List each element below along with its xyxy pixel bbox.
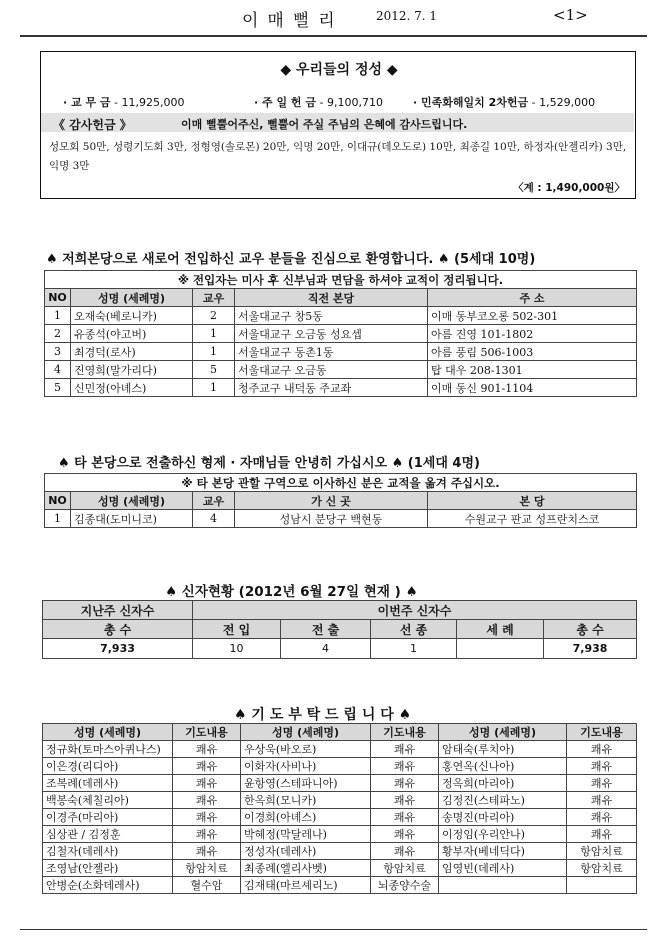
table-row: 김철자(데레사) 쾌유 정성자(데레사) 쾌유 황부자(베네딕다) 항암치료 [43,843,637,860]
thanks-total: 〈계 : 1,490,000원〉 [513,182,625,194]
newcomers-table [44,270,637,397]
col-prev-parish: 직전 본당 [235,289,428,307]
col-name: 성명 (세례명) [71,289,193,307]
header-divider [20,35,647,37]
col-name: 성명 (세례명) [71,492,193,510]
table-row: 이은경(리디아) 쾌유 이화자(사비나) 쾌유 홍연옥(신나아) 쾌유 [43,758,637,775]
table-row: 백봉숙(체칠리아) 쾌유 한옥희(모니카) 쾌유 김정진(스테파노) 쾌유 [43,792,637,809]
col-no: NO [45,289,71,307]
col-prev-total: 총 수 [43,620,193,639]
bulletin-date: 2012. 7. 1 [376,9,438,23]
prev-week-header: 지난주 신자수 [43,601,193,620]
deceased-value: 1 [371,639,457,659]
prev-total-value: 7,933 [43,639,193,659]
table-header [45,289,637,307]
transfer-in-value: 10 [193,639,281,659]
col-members: 교우 [193,289,235,307]
prayers-table [42,723,637,894]
col-destination: 가 신 곳 [235,492,428,510]
census-title: ♠ 신자현황 (2012년 6월 27일 현재 ) ♠ [165,584,418,600]
table-row: 2 유종석(야고버) 1 서울대교구 오금동 성요셉 아름 진영 101-1802 [45,325,637,343]
bulletin-title: 이매뻘리 [242,11,344,31]
col-curr-total: 총 수 [544,620,637,639]
table-row: 조복례(데레사) 쾌유 윤항영(스테파니아) 쾌유 정옥희(마리아) 쾌유 [43,775,637,792]
fund-education: · 교 무 금 - 11,925,000 [63,96,185,109]
col-no: NO [45,492,71,510]
thanks-message: 이매 뻘뿔어주신, 뻘뿔어 주실 주님의 은혜에 감사드립니다. [181,118,468,131]
table-row: 1 김종대(도미니코) 4 성남시 분당구 백현동 수원교구 판교 성프란치스코 [45,510,637,528]
curr-total-value: 7,938 [544,639,637,659]
col-address: 주 소 [428,289,637,307]
fund-reconciliation: · 민족화해일치 2차헌금 - 1,529,000 [413,96,596,109]
table-row: 4 진영희(말가리다) 5 서울대교구 오금동 탑 대우 208-1301 [45,361,637,379]
curr-week-header: 이번주 신자수 [193,601,637,620]
departures-title: ♠ 타 본당으로 전출하신 형제 · 자매님들 안녕히 가십시오 ♠ (1세대 4명) [58,456,480,471]
col-baptism: 세 례 [457,620,544,639]
footer-divider [20,929,647,930]
table-header [45,492,637,510]
table-row: 1 오재숙(베로니카) 2 서울대교구 창5동 이매 동부코오롱 502-301 [45,307,637,325]
fund-sunday: · 주 일 헌 금 - 9,100,710 [254,96,383,109]
col-transfer-out: 전 출 [281,620,371,639]
departures-note: ※ 타 본당 관할 구역으로 이사하신 분은 교적을 옮겨 주십시오. [45,474,637,492]
table-row: 5 신민정(아녜스) 1 청주교구 내덕동 주교좌 이매 동신 901-1104 [45,379,637,397]
col-deceased: 선 종 [371,620,457,639]
thanks-title: 《 감사헌금 》 [53,118,132,132]
table-row: 심상관 / 김정훈 쾌유 박혜정(막달레나) 쾌유 이정임(우리안나) 쾌유 [43,826,637,843]
newcomers-title: ♠ 저희본당으로 새로어 전입하신 교우 분들을 진심으로 환영합니다. ♠ (5세대 10명) [46,252,536,267]
table-header: 성명 (세례명) 기도내용 성명 (세례명) 기도내용 성명 (세례명) 기도내용 [43,724,637,741]
table-row [43,639,637,659]
table-row: 조영남(안젤라) 항암치료 최종례(엘리사벳) 항암치료 임영빈(데레사) 항암치료 [43,860,637,877]
table-row: 정규화(토마스아퀴나스) 쾌유 우상욱(바오로) 쾌유 암태숙(루치아) 쾌유 [43,741,637,758]
thanks-donors: 성모회 50만, 성령기도회 3만, 정형영(솔로몬) 20만, 익명 20만, 이대규(데오도로) 10만, 최종길 10만, 하정자(안젤리카) 3만, 익명 3만 [49,141,627,172]
offering-title: ◆ 우리들의 정성 ◆ [280,62,398,78]
page-number: <1> [553,6,588,24]
table-row: 이경주(마리아) 쾌유 이경희(아녜스) 쾌유 송명진(마리아) 쾌유 [43,809,637,826]
baptism-value [457,639,544,659]
newcomers-note: ※ 전입자는 미사 후 신부님과 면담을 하셔야 교적이 정리됩니다. [45,271,637,289]
census-table [42,600,637,659]
table-header [43,620,637,639]
col-transfer-in: 전 입 [193,620,281,639]
prayers-title: ♠ 기 도 부 탁 드 립 니 다 ♠ [234,707,412,723]
col-parish: 본 당 [428,492,637,510]
table-row: 3 최경덕(로사) 1 서울대교구 동촌1동 아름 풍림 506-1003 [45,343,637,361]
offering-box [40,51,636,199]
departures-table [44,473,637,528]
table-row: 안병순(소화데레사) 혈수암 김재태(마르셰리노) 뇌종양수술 [43,877,637,894]
transfer-out-value: 4 [281,639,371,659]
col-members: 교우 [193,492,235,510]
